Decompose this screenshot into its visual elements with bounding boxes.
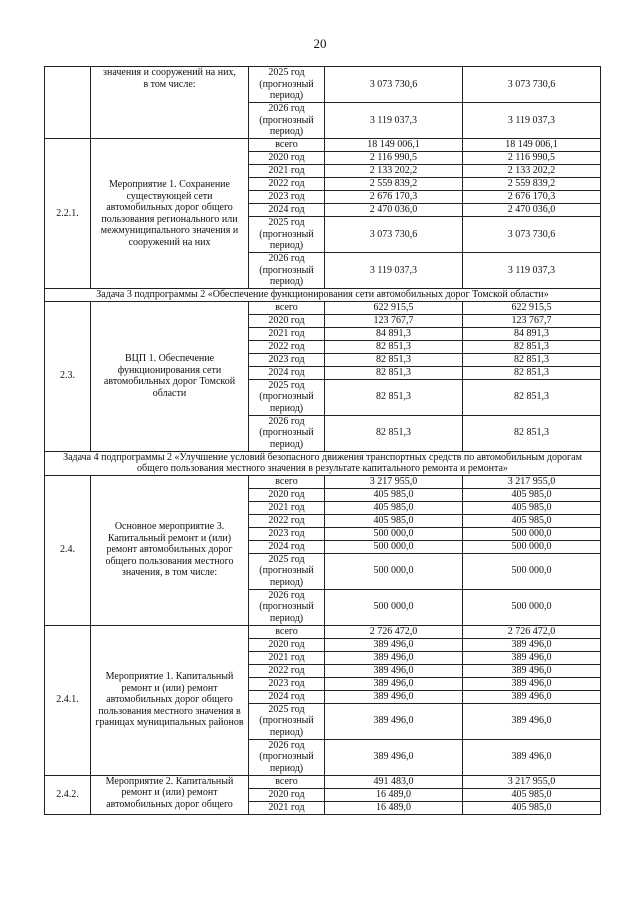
amount-total-cell: 2 676 170,3 [325,191,463,204]
amount-total-cell: 82 851,3 [325,340,463,353]
period-cell: 2025 год (прогнозный период) [249,67,325,103]
amount-total-cell: 500 000,0 [325,553,463,589]
period-cell: 2025 год (прогнозный период) [249,553,325,589]
period-cell: 2024 год [249,204,325,217]
amount-total-cell: 405 985,0 [325,501,463,514]
period-cell: всего [249,475,325,488]
table-row [45,775,601,788]
item-name: Основное мероприятие 3. Капитальный ремонт и (или) ремонт автомобильных дорог общего пользования местного значения, в том числе: [91,475,249,625]
amount-total-cell: 123 767,7 [325,314,463,327]
task-heading: Задача 3 подпрограммы 2 «Обеспечение функционирования сети автомобильных дорог Томской области» [45,289,601,302]
period-cell: 2020 год [249,788,325,801]
period-cell: 2026 год (прогнозный период) [249,415,325,451]
amount-source-cell: 84 891,3 [463,327,601,340]
item-name: Мероприятие 2. Капитальный ремонт и (или) ремонт автомобильных дорог общего [91,775,249,814]
task-row [45,451,601,475]
period-cell: всего [249,625,325,638]
period-cell: 2020 год [249,152,325,165]
period-cell: 2021 год [249,165,325,178]
amount-source-cell: 389 496,0 [463,703,601,739]
period-cell: 2024 год [249,690,325,703]
amount-total-cell: 405 985,0 [325,514,463,527]
amount-total-cell: 2 133 202,2 [325,165,463,178]
amount-total-cell: 3 217 955,0 [325,475,463,488]
period-cell: 2022 год [249,664,325,677]
period-cell: 2023 год [249,191,325,204]
period-cell: 2026 год (прогнозный период) [249,253,325,289]
amount-source-cell: 500 000,0 [463,540,601,553]
amount-source-cell: 500 000,0 [463,553,601,589]
period-cell: 2021 год [249,327,325,340]
amount-total-cell: 389 496,0 [325,638,463,651]
period-cell: 2025 год (прогнозный период) [249,379,325,415]
amount-source-cell: 82 851,3 [463,415,601,451]
period-cell: 2021 год [249,651,325,664]
amount-source-cell: 82 851,3 [463,353,601,366]
amount-total-cell: 491 483,0 [325,775,463,788]
period-cell: 2023 год [249,527,325,540]
amount-total-cell: 500 000,0 [325,589,463,625]
amount-source-cell: 500 000,0 [463,589,601,625]
amount-total-cell: 16 489,0 [325,801,463,814]
amount-source-cell: 123 767,7 [463,314,601,327]
period-cell: 2020 год [249,488,325,501]
amount-total-cell: 82 851,3 [325,366,463,379]
amount-source-cell: 389 496,0 [463,739,601,775]
amount-total-cell: 3 073 730,6 [325,67,463,103]
item-name: Мероприятие 1. Сохранение существующей сети автомобильных дорог общего пользования регионального или межмуниципального значения и сооружений на них [91,139,249,289]
period-cell: 2022 год [249,340,325,353]
period-cell: 2026 год (прогнозный период) [249,589,325,625]
amount-total-cell: 82 851,3 [325,379,463,415]
item-number: 2.4.1. [45,625,91,775]
amount-total-cell: 3 119 037,3 [325,253,463,289]
period-cell: 2022 год [249,514,325,527]
amount-source-cell: 82 851,3 [463,379,601,415]
task-heading: Задача 4 подпрограммы 2 «Улучшение условий безопасного движения транспортных средств по автомобильным дорогам общего пользования местного значения в результате капитального ремонта и ремонта» [45,451,601,475]
amount-source-cell: 389 496,0 [463,677,601,690]
amount-total-cell: 389 496,0 [325,739,463,775]
amount-source-cell: 389 496,0 [463,651,601,664]
table-row [45,475,601,488]
amount-total-cell: 405 985,0 [325,488,463,501]
amount-source-cell: 2 726 472,0 [463,625,601,638]
item-name: значения и сооружений на них, в том числе: [91,67,249,139]
period-cell: 2020 год [249,638,325,651]
amount-source-cell: 389 496,0 [463,664,601,677]
item-number: 2.4.2. [45,775,91,814]
budget-table [44,66,601,815]
table-row [45,625,601,638]
period-cell: 2021 год [249,801,325,814]
amount-total-cell: 389 496,0 [325,664,463,677]
amount-total-cell: 389 496,0 [325,651,463,664]
amount-source-cell: 405 985,0 [463,788,601,801]
amount-source-cell: 3 217 955,0 [463,475,601,488]
amount-source-cell: 389 496,0 [463,690,601,703]
period-cell: всего [249,139,325,152]
period-cell: 2023 год [249,677,325,690]
amount-source-cell: 3 073 730,6 [463,67,601,103]
amount-source-cell: 2 133 202,2 [463,165,601,178]
amount-total-cell: 389 496,0 [325,703,463,739]
amount-total-cell: 622 915,5 [325,301,463,314]
amount-source-cell: 82 851,3 [463,366,601,379]
amount-total-cell: 2 726 472,0 [325,625,463,638]
amount-source-cell: 2 676 170,3 [463,191,601,204]
amount-total-cell: 500 000,0 [325,527,463,540]
item-number: 2.3. [45,301,91,451]
amount-source-cell: 405 985,0 [463,801,601,814]
task-row [45,289,601,302]
budget-table-body [45,67,601,815]
amount-source-cell: 405 985,0 [463,501,601,514]
period-cell: 2026 год (прогнозный период) [249,739,325,775]
amount-total-cell: 3 073 730,6 [325,217,463,253]
amount-source-cell: 2 470 036,0 [463,204,601,217]
amount-source-cell: 82 851,3 [463,340,601,353]
period-cell: 2023 год [249,353,325,366]
amount-total-cell: 18 149 006,1 [325,139,463,152]
amount-source-cell: 3 217 955,0 [463,775,601,788]
amount-source-cell: 405 985,0 [463,488,601,501]
item-number: 2.4. [45,475,91,625]
amount-total-cell: 16 489,0 [325,788,463,801]
period-cell: 2025 год (прогнозный период) [249,703,325,739]
amount-total-cell: 3 119 037,3 [325,103,463,139]
amount-source-cell: 3 119 037,3 [463,103,601,139]
item-number: 2.2.1. [45,139,91,289]
amount-total-cell: 389 496,0 [325,690,463,703]
table-row [45,139,601,152]
amount-total-cell: 2 116 990,5 [325,152,463,165]
amount-source-cell: 18 149 006,1 [463,139,601,152]
period-cell: 2024 год [249,540,325,553]
table-row [45,301,601,314]
amount-total-cell: 82 851,3 [325,415,463,451]
page-number: 20 [313,36,327,51]
amount-source-cell: 2 116 990,5 [463,152,601,165]
amount-source-cell: 622 915,5 [463,301,601,314]
table-row [45,67,601,103]
amount-total-cell: 2 470 036,0 [325,204,463,217]
period-cell: 2025 год (прогнозный период) [249,217,325,253]
period-cell: 2020 год [249,314,325,327]
item-number [45,67,91,139]
amount-total-cell: 84 891,3 [325,327,463,340]
period-cell: всего [249,775,325,788]
period-cell: 2024 год [249,366,325,379]
amount-source-cell: 3 073 730,6 [463,217,601,253]
amount-source-cell: 405 985,0 [463,514,601,527]
amount-source-cell: 3 119 037,3 [463,253,601,289]
period-cell: 2021 год [249,501,325,514]
period-cell: 2026 год (прогнозный период) [249,103,325,139]
amount-total-cell: 389 496,0 [325,677,463,690]
amount-source-cell: 2 559 839,2 [463,178,601,191]
amount-total-cell: 82 851,3 [325,353,463,366]
period-cell: всего [249,301,325,314]
period-cell: 2022 год [249,178,325,191]
amount-source-cell: 500 000,0 [463,527,601,540]
item-name: ВЦП 1. Обеспечение функционирования сети автомобильных дорог Томской области [91,301,249,451]
amount-total-cell: 500 000,0 [325,540,463,553]
amount-total-cell: 2 559 839,2 [325,178,463,191]
amount-source-cell: 389 496,0 [463,638,601,651]
item-name: Мероприятие 1. Капитальный ремонт и (или) ремонт автомобильных дорог общего пользования местного значения в границах муниципальных районов [91,625,249,775]
